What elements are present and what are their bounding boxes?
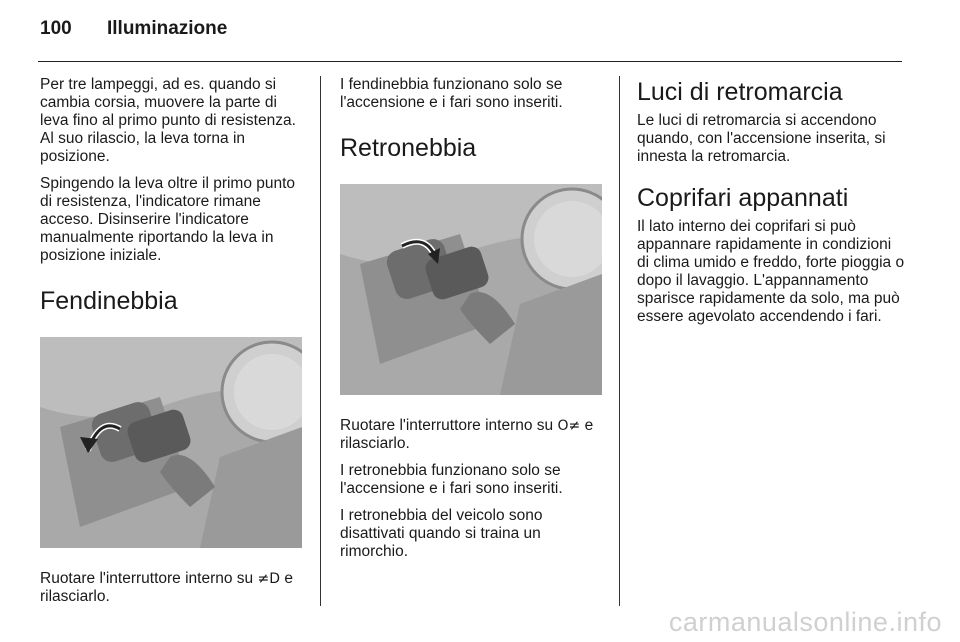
page-header	[40, 18, 227, 40]
section-heading-luci-retromarcia: Luci di retromarcia	[637, 78, 843, 106]
column-3	[637, 76, 907, 335]
paragraph: I retronebbia funzionano solo se l'accensione e i fari sono inseriti.	[340, 462, 563, 497]
column-divider	[619, 76, 620, 606]
page-number: 100	[40, 18, 72, 39]
column-divider	[320, 76, 321, 606]
header-rule	[38, 61, 902, 62]
column-2	[340, 76, 602, 570]
paragraph: Per tre lampeggi, ad es. quando si cambia corsia, muovere la parte di leva fino al primo punto di resistenza. Al suo rilascio, la leva torna in posizione.	[40, 76, 296, 165]
section-heading-retronebbia: Retronebbia	[340, 134, 477, 162]
paragraph: I retronebbia del veicolo sono disattivati quando si traina un rimorchio.	[340, 507, 543, 560]
watermark: carmanualsonline.info	[668, 607, 942, 637]
column-1	[40, 76, 304, 615]
caption: Ruotare l'interruttore interno su ≠D e rilasciarlo.	[40, 570, 293, 605]
front-fog-switch-illustration	[40, 337, 302, 548]
paragraph: Spingendo la leva oltre il primo punto di resistenza, l'indicatore rimane acceso. Disinserire l'indicatore manualmente riportando la leva in posizione iniziale.	[40, 175, 296, 264]
section-heading-coprifari-appannati: Coprifari appannati	[637, 184, 849, 212]
section-heading-fendinebbia: Fendinebbia	[40, 287, 178, 315]
paragraph: Il lato interno dei coprifari si può appannare rapidamente in condizioni di clima umido e freddo, forte pioggia o dopo il lavaggio. L'appannamento sparisce rapidamente da solo, ma può essere agevolato accendendo i fari.	[637, 218, 905, 325]
rear-fog-light-icon: O≠	[557, 418, 581, 434]
front-fog-light-icon: ≠D	[257, 571, 281, 587]
caption: Ruotare l'interruttore interno su O≠ e rilasciarlo.	[340, 417, 594, 452]
paragraph: Le luci di retromarcia si accendono quando, con l'accensione inserita, si innesta la retromarcia.	[637, 112, 886, 165]
chapter-title: Illuminazione	[106, 18, 228, 39]
paragraph: I fendinebbia funzionano solo se l'accensione e i fari sono inseriti.	[340, 76, 563, 111]
rear-fog-switch-illustration	[340, 184, 602, 395]
